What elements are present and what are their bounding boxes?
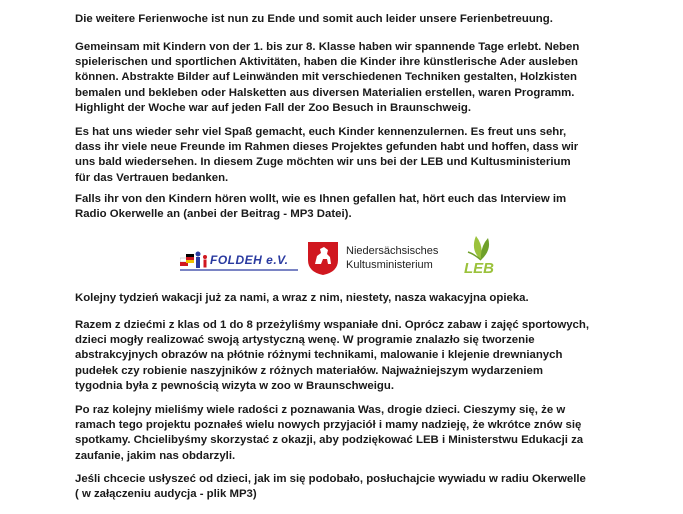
pl-paragraph-2: Razem z dziećmi z klas od 1 do 8 przeżyliśmy wspaniałe dni. Oprócz zabaw i zajęć sportowych, dzieci mogły realizować swoją artystyczną wenę. W programie znalazło się tworzenie abstrakcyjnych obrazów na płótnie różnymi technikami, malowanie i klejenie drewnianych pudełek czy robienie naszyjników z różnych materiałów. Najważniejszym wydarzeniem tygodnia była z pewnością wizyta w zoo w Braunschweigu. <box>75 319 590 392</box>
sponsor-logos <box>180 232 510 280</box>
de-paragraph-2: Gemeinsam mit Kindern von der 1. bis zur 8. Klasse haben wir spannende Tage erlebt. Neben spielerischen und sportlichen Aktivitäten, haben die Kinder ihre künstlerische Ader ausleben können. Abstrakte Bilder auf Leinwänden mit verschiedenen Techniken gestalten, Holzkisten bemalen und bekleben oder Halsketten aus diversen Materialien erstellen, waren Programm. Highlight der Woche war auf jeden Fall der Zoo Besuch in Braunschweig. <box>75 41 580 114</box>
pl-paragraph-4: Jeśli chcecie usłyszeć od dzieci, jak im się podobało, posłuchajcie wywiadu w radiu Okerwelle ( w załączeniu audycja - plik MP3) <box>75 473 586 501</box>
pl-paragraph-3: Po raz kolejny mieliśmy wiele radości z poznawania Was, drogie dzieci. Cieszymy się, że w ramach tego projektu poznałeś wielu nowych przyjaciół i mamy nadzieję, że wkrótce znów się spotkamy. Chcielibyśmy skorzystać z okazji, aby podziękować LEB i Ministerstwu Edukacji za zaufanie, jakim nas obdarzyli. <box>75 404 584 462</box>
de-paragraph-3: Es hat uns wieder sehr viel Spaß gemacht, euch Kinder kennenzulernen. Es freut uns sehr, dass ihr viele neue Freunde im Rahmen dieses Projektes gefunden habt und hoffen, dass wir uns bald wiedersehen. In diesem Zuge möchten wir uns bei der LEB und Kultusministerium für das Vertrauen bedanken. <box>75 126 579 184</box>
leb-leaf-icon <box>452 232 510 262</box>
pl-paragraph-1: Kolejny tydzień wakacji już za nami, a wraz z nim, niestety, nasza wakacyjna opieka. <box>75 292 529 304</box>
foldeh-name: FOLDEH e.V. <box>210 253 289 267</box>
ministry-name-line-2: Kultusministerium <box>346 259 433 271</box>
de-paragraph-1: Die weitere Ferienwoche ist nun zu Ende und somit auch leider unsere Ferienbetreuung. <box>75 13 553 25</box>
lower-saxony-horse-icon <box>306 240 340 276</box>
ministry-logo <box>306 240 466 276</box>
ministry-name-line-1: Niedersächsisches <box>346 245 439 257</box>
leb-logo <box>452 232 510 280</box>
foldeh-logo <box>180 248 300 274</box>
leb-name: LEB <box>464 260 494 277</box>
de-paragraph-4: Falls ihr von den Kindern hören wollt, wie es Ihnen gefallen hat, hört euch das Interview im Radio Okerwelle an (anbei der Beitrag - MP3 Datei). <box>75 193 567 221</box>
german-text <box>75 12 665 27</box>
